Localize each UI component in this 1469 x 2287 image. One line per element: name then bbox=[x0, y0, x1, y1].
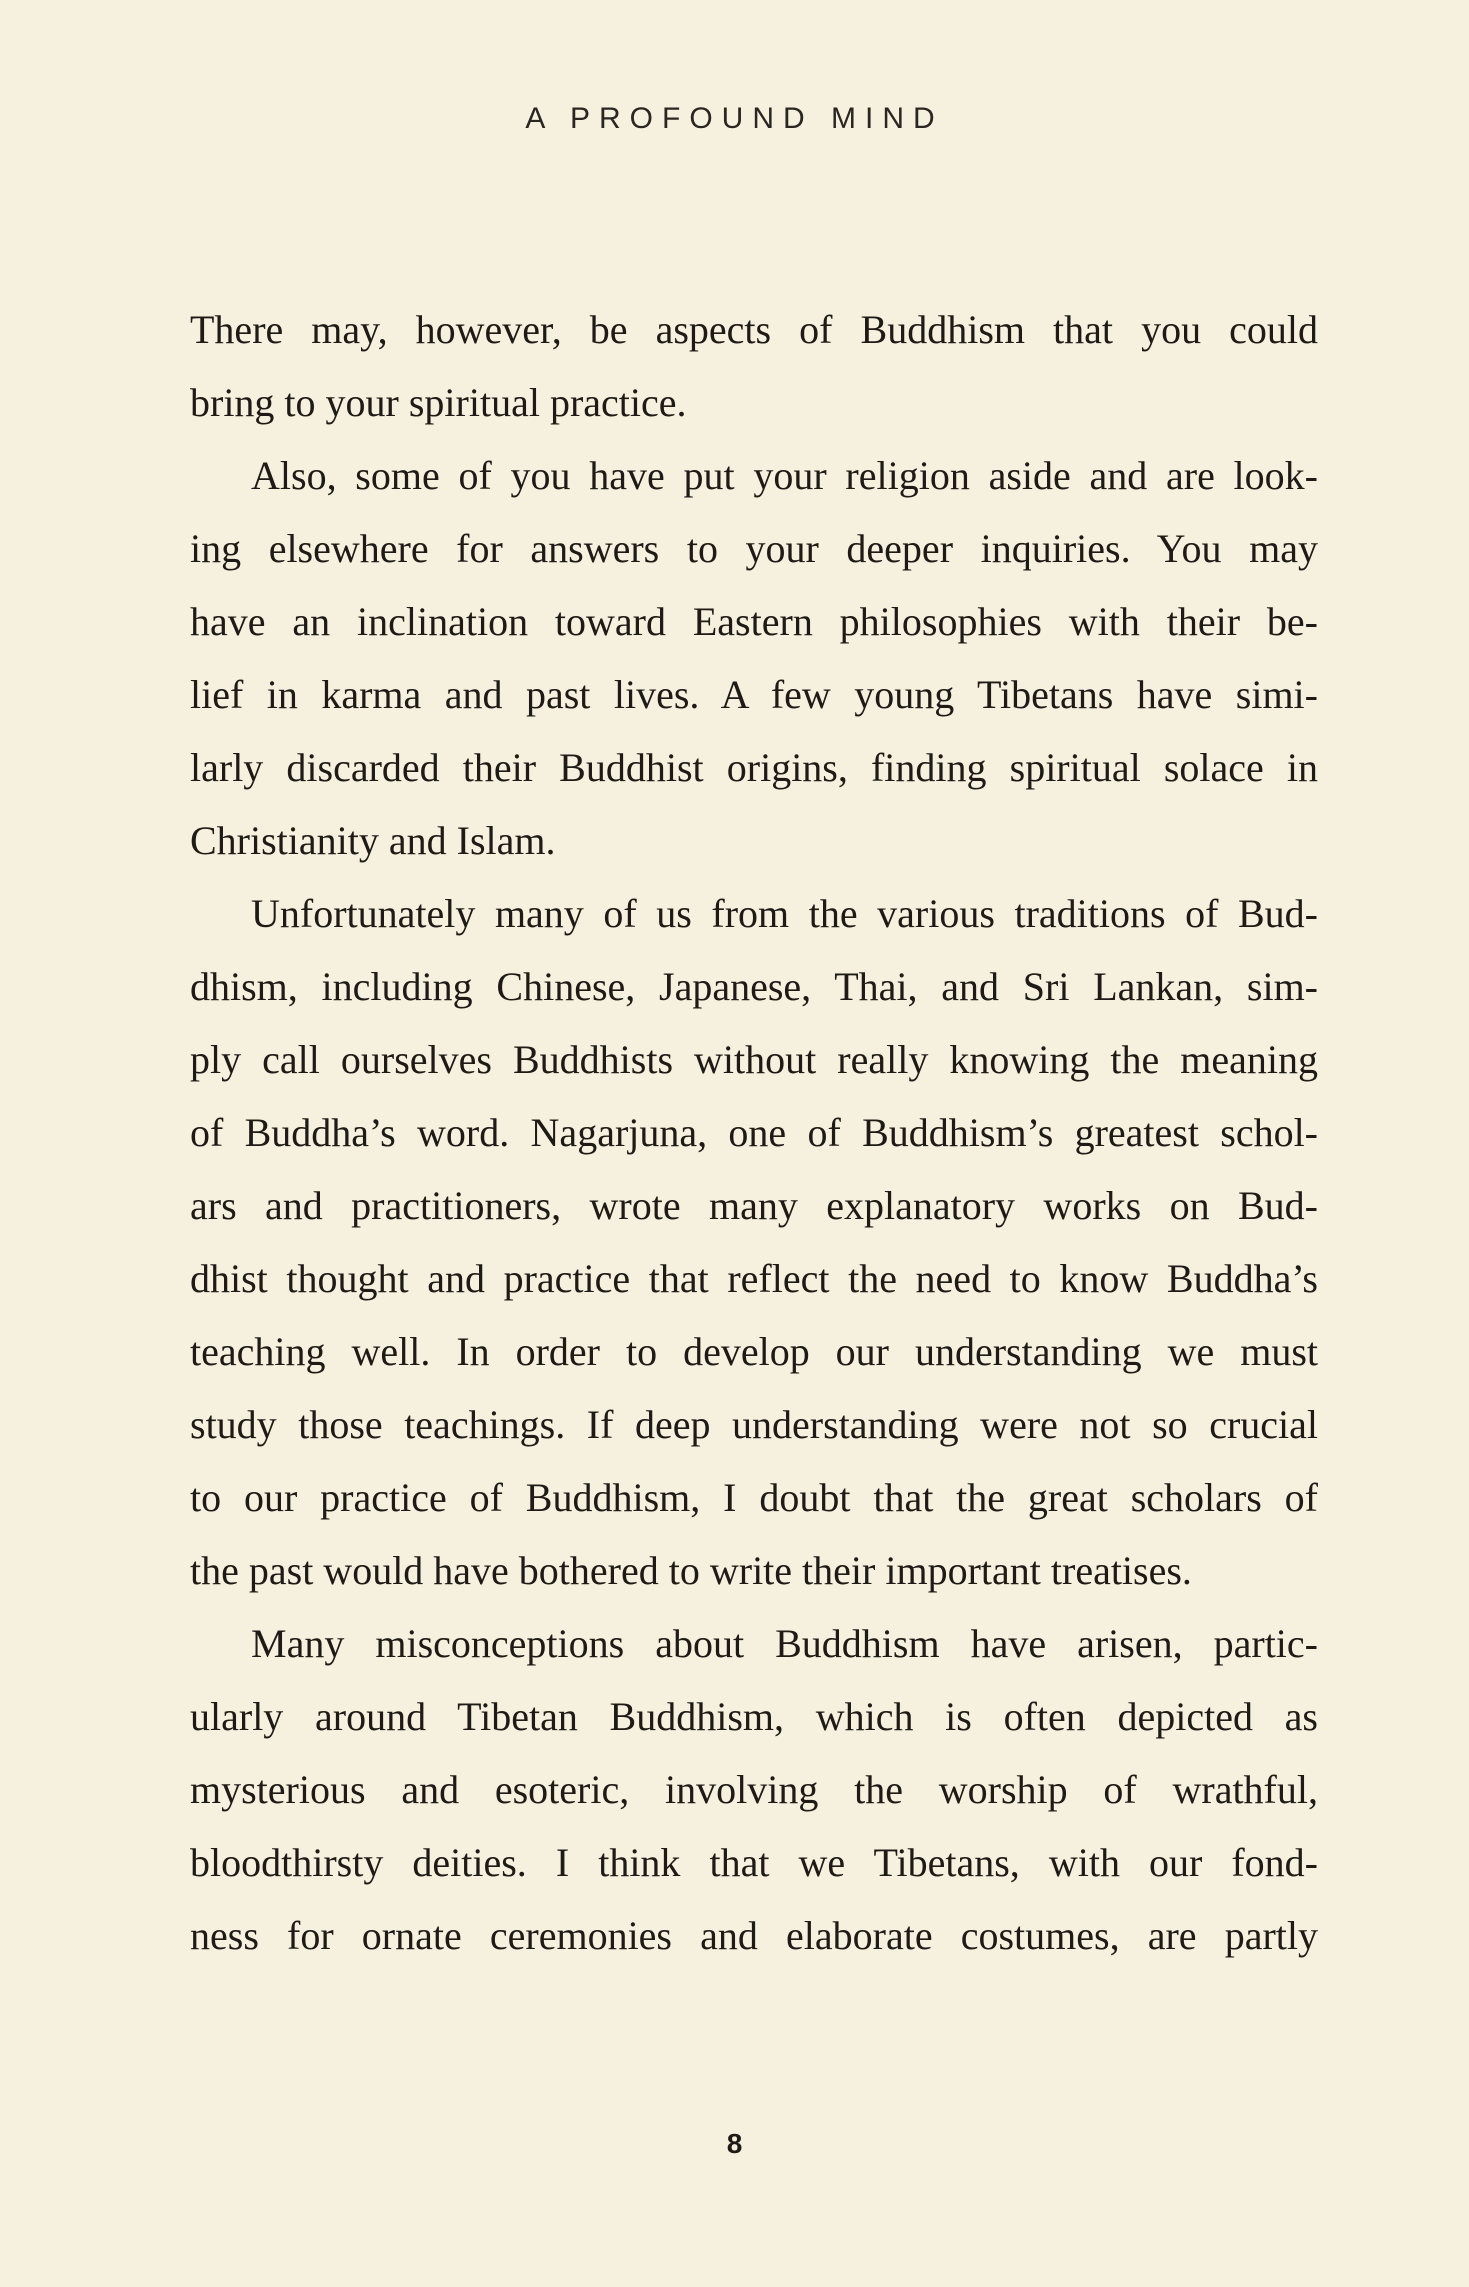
text-line: dhism, including Chinese, Japanese, Thai, and Sri Lankan, sim- bbox=[190, 964, 1318, 1009]
body-text bbox=[190, 293, 1318, 1972]
text-line: Unfortunately many of us from the various traditions of Bud- bbox=[251, 891, 1318, 936]
text-line: of Buddha’s word. Nagarjuna, one of Buddhism’s greatest schol- bbox=[190, 1110, 1318, 1155]
running-head: A PROFOUND MIND bbox=[525, 102, 944, 135]
text-line: have an inclination toward Eastern philosophies with their be- bbox=[190, 599, 1318, 644]
text-line: Many misconceptions about Buddhism have arisen, partic- bbox=[251, 1621, 1318, 1666]
text-line: study those teachings. If deep understanding were not so crucial bbox=[190, 1402, 1318, 1447]
text-line: teaching well. In order to develop our understanding we must bbox=[190, 1329, 1318, 1374]
text-line: to our practice of Buddhism, I doubt that the great scholars of bbox=[190, 1475, 1318, 1520]
text-line: Also, some of you have put your religion aside and are look- bbox=[251, 453, 1318, 498]
text-line: ply call ourselves Buddhists without really knowing the meaning bbox=[190, 1037, 1318, 1082]
text-line: ing elsewhere for answers to your deeper inquiries. You may bbox=[190, 526, 1318, 571]
text-line: Christianity and Islam. bbox=[190, 818, 556, 863]
text-line: larly discarded their Buddhist origins, finding spiritual solace in bbox=[190, 745, 1318, 790]
text-line: mysterious and esoteric, involving the worship of wrathful, bbox=[190, 1767, 1318, 1812]
text-line: dhist thought and practice that reflect the need to know Buddha’s bbox=[190, 1256, 1318, 1301]
text-line: lief in karma and past lives. A few young Tibetans have simi- bbox=[190, 672, 1318, 717]
text-line: ularly around Tibetan Buddhism, which is often depicted as bbox=[190, 1694, 1318, 1739]
text-line: ars and practitioners, wrote many explanatory works on Bud- bbox=[190, 1183, 1318, 1228]
text-line: the past would have bothered to write their important treatises. bbox=[190, 1548, 1192, 1593]
text-line: bring to your spiritual practice. bbox=[190, 380, 687, 425]
page-number: 8 bbox=[726, 2128, 743, 2159]
text-line: There may, however, be aspects of Buddhism that you could bbox=[190, 307, 1318, 352]
text-line: ness for ornate ceremonies and elaborate costumes, are partly bbox=[190, 1913, 1318, 1958]
text-line: bloodthirsty deities. I think that we Tibetans, with our fond- bbox=[190, 1840, 1318, 1885]
